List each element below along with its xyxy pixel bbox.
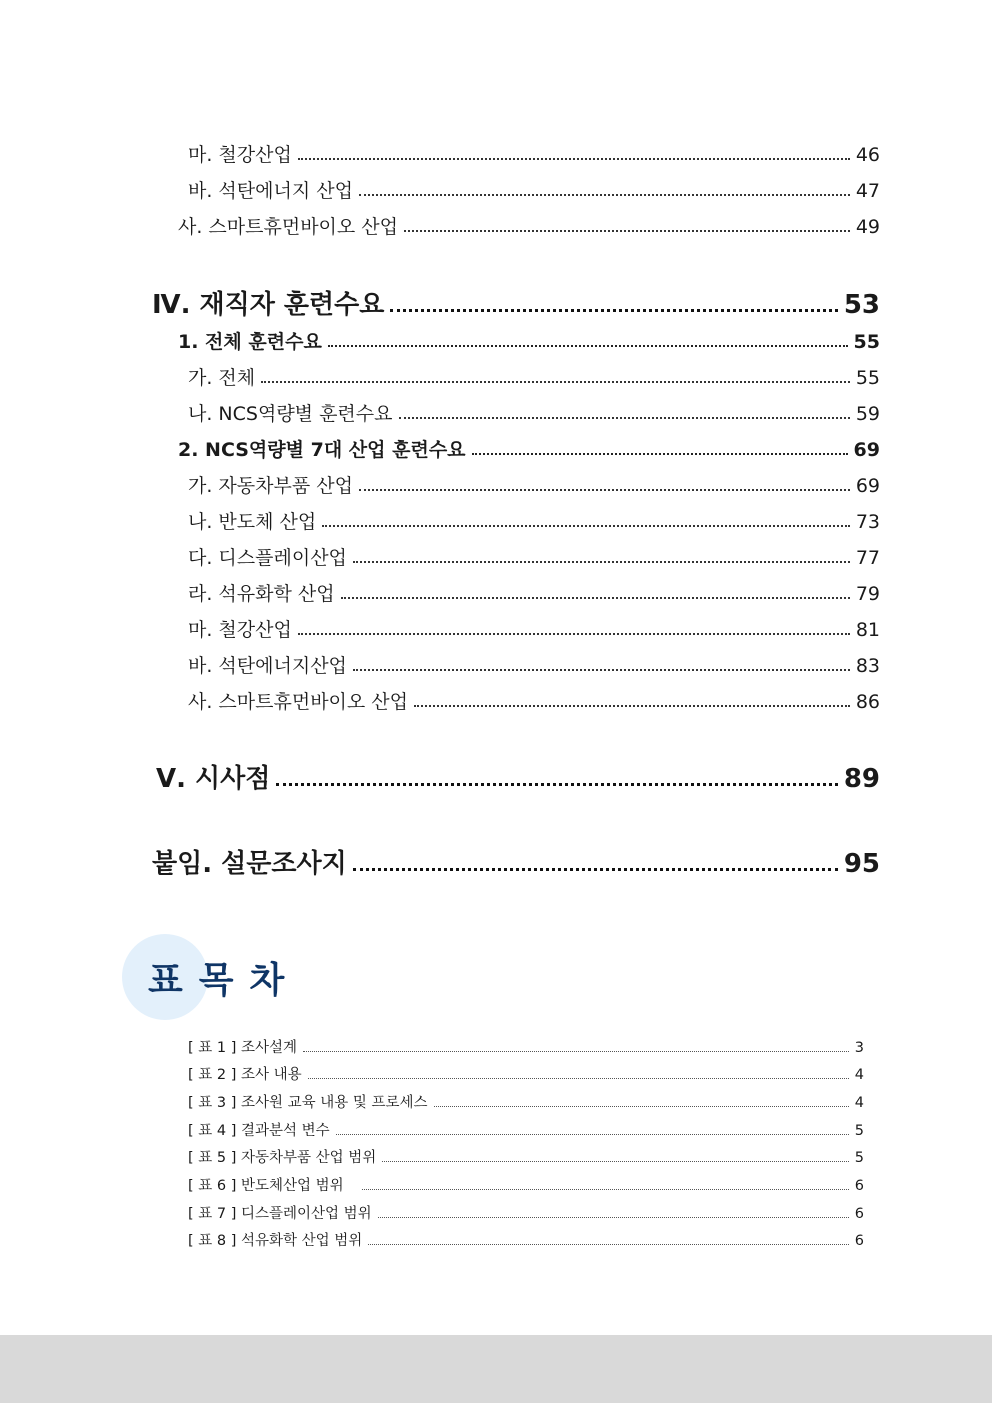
table-number: [ 표 6 ]: [188, 1178, 237, 1194]
toc-entry-label: 가. 자동차부품 산업: [188, 475, 353, 497]
toc-chapter-label: Ⅴ. 시사점: [156, 764, 271, 794]
table-title: 결과분석 변수: [240, 1123, 330, 1139]
toc-section[interactable]: [178, 435, 880, 462]
toc-chapter-page: 89: [843, 764, 880, 794]
table-number: [ 표 2 ]: [188, 1067, 237, 1083]
table-list-item-label: [188, 1091, 432, 1112]
leader-dots: [414, 705, 850, 707]
table-number: [ 표 8 ]: [188, 1233, 237, 1249]
toc-entry[interactable]: [188, 543, 880, 570]
table-number: [ 표 3 ]: [188, 1095, 237, 1111]
table-list-heading: [122, 934, 382, 1020]
toc-chapter[interactable]: [152, 284, 880, 321]
table-list-item-label: [188, 1174, 348, 1195]
leader-dots: [472, 453, 848, 455]
leader-dots: [303, 1051, 849, 1052]
table-number: [ 표 7 ]: [188, 1206, 237, 1222]
toc-entry-label: 바. 석탄에너지산업: [188, 655, 347, 677]
toc-appendix[interactable]: [152, 843, 880, 880]
toc-entry-label: 사. 스마트휴먼바이오 산업: [188, 691, 409, 713]
table-list-item[interactable]: [188, 1119, 864, 1140]
toc-entry[interactable]: [188, 651, 880, 678]
toc-chapter[interactable]: [156, 758, 880, 795]
toc-entry[interactable]: [188, 615, 880, 642]
table-list-item-label: [188, 1146, 380, 1167]
table-title: 반도체산업 범위: [240, 1178, 344, 1194]
table-list-item[interactable]: [188, 1229, 864, 1250]
toc-entry-page: 77: [855, 547, 880, 569]
leader-dots: [308, 1078, 849, 1079]
toc-entry-page: 47: [855, 180, 880, 202]
leader-dots: [399, 417, 850, 419]
leader-dots: [276, 783, 837, 786]
leader-dots: [298, 158, 850, 160]
table-page: 6: [854, 1178, 864, 1194]
footer-band: [0, 1335, 992, 1403]
toc-chapter-label: Ⅳ. 재직자 훈련수요: [152, 290, 385, 320]
toc-entry-page: 46: [855, 144, 880, 166]
toc-chapter-page: 53: [843, 290, 880, 320]
toc-entry[interactable]: [188, 507, 880, 534]
table-list-item-label: [188, 1202, 376, 1223]
toc-entry[interactable]: [178, 212, 880, 239]
table-list-item[interactable]: [188, 1174, 864, 1195]
leader-dots: [322, 525, 850, 527]
table-number: [ 표 1 ]: [188, 1040, 237, 1056]
leader-dots: [390, 309, 837, 312]
toc-entry[interactable]: [188, 176, 880, 203]
toc-section-page: 69: [853, 439, 880, 461]
toc-entry[interactable]: [188, 579, 880, 606]
toc-entry[interactable]: [188, 399, 880, 426]
leader-dots: [328, 345, 848, 347]
toc-entry-page: 73: [855, 511, 880, 533]
table-list-item[interactable]: [188, 1091, 864, 1112]
leader-dots: [378, 1217, 849, 1218]
table-list-item[interactable]: [188, 1036, 864, 1057]
table-list-heading-text: 표목차: [148, 960, 301, 1001]
toc-entry-label: 바. 석탄에너지 산업: [188, 180, 353, 202]
toc-section-label: 2. NCS역량별 7대 산업 훈련수요: [178, 439, 466, 461]
table-title: 석유화학 산업 범위: [240, 1233, 363, 1249]
table-page: 3: [854, 1040, 864, 1056]
leader-dots: [341, 597, 850, 599]
leader-dots: [368, 1244, 849, 1245]
table-list-item-label: [188, 1063, 306, 1084]
leader-dots: [359, 489, 850, 491]
table-number: [ 표 4 ]: [188, 1123, 237, 1139]
table-list-item-label: [188, 1036, 301, 1057]
leader-dots: [382, 1161, 849, 1162]
toc-entry-label: 다. 디스플레이산업: [188, 547, 347, 569]
table-title: 디스플레이산업 범위: [240, 1206, 372, 1222]
toc-section-label: 1. 전체 훈련수요: [178, 331, 322, 353]
toc-entry-page: 83: [855, 655, 880, 677]
leader-dots: [404, 230, 850, 232]
table-list-item[interactable]: [188, 1063, 864, 1084]
leader-dots: [353, 868, 838, 871]
toc-entry-page: 49: [855, 216, 880, 238]
toc-entry[interactable]: [188, 687, 880, 714]
table-number: [ 표 5 ]: [188, 1150, 237, 1166]
toc-entry-label: 라. 석유화학 산업: [188, 583, 335, 605]
table-list-item-label: [188, 1229, 366, 1250]
toc-entry[interactable]: [188, 363, 880, 390]
toc-entry-label: 가. 전체: [188, 367, 256, 389]
toc-entry-page: 81: [855, 619, 880, 641]
table-list-item-label: [188, 1119, 334, 1140]
table-page: 4: [854, 1067, 864, 1083]
table-list-item[interactable]: [188, 1146, 864, 1167]
table-page: 6: [854, 1206, 864, 1222]
toc-section-page: 55: [853, 331, 880, 353]
toc-entry-page: 55: [855, 367, 880, 389]
toc-entry-page: 59: [855, 403, 880, 425]
toc-entry-label: 나. 반도체 산업: [188, 511, 317, 533]
table-title: 자동차부품 산업 범위: [240, 1150, 377, 1166]
toc-entry[interactable]: [188, 471, 880, 498]
table-title: 조사원 교육 내용 및 프로세스: [240, 1095, 428, 1111]
toc-entry-page: 69: [855, 475, 880, 497]
table-title: 조사설계: [240, 1040, 298, 1056]
leader-dots: [353, 561, 850, 563]
toc-appendix-page: 95: [843, 849, 880, 879]
leader-dots: [362, 1189, 849, 1190]
toc-entry-label: 사. 스마트휴먼바이오 산업: [178, 216, 399, 238]
leader-dots: [298, 633, 850, 635]
leader-dots: [261, 381, 850, 383]
table-page: 6: [854, 1233, 864, 1249]
toc-entry-page: 86: [855, 691, 880, 713]
toc-entry-label: 마. 철강산업: [188, 144, 292, 166]
leader-dots: [359, 194, 850, 196]
table-page: 5: [854, 1150, 864, 1166]
leader-dots: [336, 1134, 849, 1135]
toc-appendix-label: 붙임. 설문조사지: [152, 849, 347, 879]
toc-entry-label: 나. NCS역량별 훈련수요: [188, 403, 393, 425]
leader-dots: [434, 1106, 849, 1107]
toc-entry-page: 79: [855, 583, 880, 605]
table-title: 조사 내용: [240, 1067, 302, 1083]
toc-entry-label: 마. 철강산업: [188, 619, 292, 641]
toc-entry[interactable]: [188, 140, 880, 167]
table-list-item[interactable]: [188, 1202, 864, 1223]
table-page: 4: [854, 1095, 864, 1111]
table-page: 5: [854, 1123, 864, 1139]
leader-dots: [353, 669, 850, 671]
toc-section[interactable]: [178, 327, 880, 354]
